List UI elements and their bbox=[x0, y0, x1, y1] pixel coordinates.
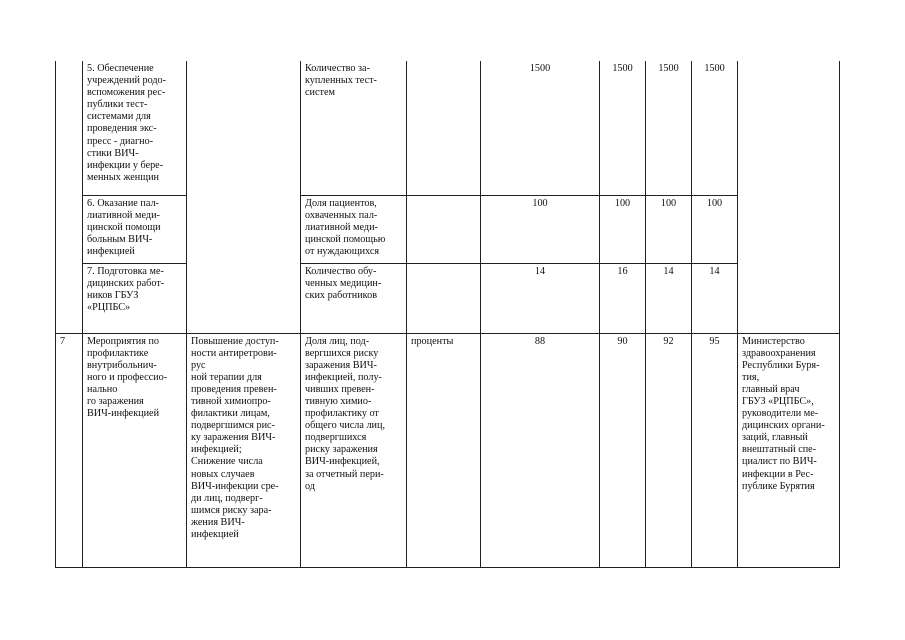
indicator-cell: Доля пациентов, охваченных пал- лиативной меди- цинской помощью от нуждающихся bbox=[301, 195, 407, 263]
value-cell: 1500 bbox=[481, 61, 600, 195]
value-cell: 16 bbox=[600, 263, 646, 333]
table-row bbox=[56, 333, 840, 567]
indicator-cell: Количество обу- ченных медицин- ских работников bbox=[301, 263, 407, 333]
indicator-cell: Количество за- купленных тест- систем bbox=[301, 61, 407, 195]
value-cell: 95 bbox=[692, 333, 738, 567]
number-cell bbox=[56, 263, 83, 333]
value-cell: 1500 bbox=[646, 61, 692, 195]
value-cell: 1500 bbox=[600, 61, 646, 195]
value-cell: 100 bbox=[692, 195, 738, 263]
result-cell: Повышение доступ- ности антиретрови- рус ной терапии для проведения превен- тивной химиопро- филактики лицам, подвергшимся рис- ку заражения ВИЧ- инфекцией; Снижение числа новых случаев ВИЧ-инфекции сре- ди лиц, подверг- шимся риску зара- жения ВИЧ- инфекцией bbox=[187, 333, 301, 567]
table-row bbox=[56, 195, 840, 263]
value-cell: 90 bbox=[600, 333, 646, 567]
result-cell bbox=[187, 263, 301, 333]
value-cell: 100 bbox=[481, 195, 600, 263]
row-number: 7 bbox=[56, 333, 83, 567]
action-cell: 7. Подготовка ме- дицинских работ- ников ГБУЗ «РЦПБС» bbox=[83, 263, 187, 333]
result-cell bbox=[187, 61, 301, 195]
measure-cell: Мероприятия по профилактике внутрибольнич- ного и профессио- нально го заражения ВИЧ-инфекцией bbox=[83, 333, 187, 567]
unit-cell bbox=[407, 61, 481, 195]
value-cell: 14 bbox=[646, 263, 692, 333]
number-cell bbox=[56, 61, 83, 195]
result-cell bbox=[187, 195, 301, 263]
table-row bbox=[56, 263, 840, 333]
table-row bbox=[56, 61, 840, 195]
value-cell: 14 bbox=[481, 263, 600, 333]
indicator-cell: Доля лиц, под- вергшихся риску заражения ВИЧ- инфекцией, полу- чивших превен- тивную химио- профилактику от общего числа лиц, подвергшихся риску заражения ВИЧ-инфекцией, за отчетный пери- од bbox=[301, 333, 407, 567]
value-cell: 92 bbox=[646, 333, 692, 567]
value-cell: 88 bbox=[481, 333, 600, 567]
value-cell: 14 bbox=[692, 263, 738, 333]
action-cell: 6. Оказание пал- лиативной меди- цинской помощи больным ВИЧ- инфекцией bbox=[83, 195, 187, 263]
action-cell: 5. Обеспечение учреждений родо- вспоможения рес- публики тест- системами для проведения экс- пресс - диагно- стики ВИЧ- инфекции у бере- менных женщин bbox=[83, 61, 187, 195]
unit-cell bbox=[407, 263, 481, 333]
responsible-cell bbox=[738, 61, 840, 333]
value-cell: 1500 bbox=[692, 61, 738, 195]
program-table bbox=[55, 61, 840, 568]
unit-cell bbox=[407, 195, 481, 263]
responsible-cell: Министерство здравоохранения Республики Буря- тия, главный врач ГБУЗ «РЦПБС», руководители ме- дицинских органи- заций, главный внештатный спе- циалист по ВИЧ- инфекции в Рес- публике Бурятия bbox=[738, 333, 840, 567]
number-cell bbox=[56, 195, 83, 263]
value-cell: 100 bbox=[646, 195, 692, 263]
unit-cell: проценты bbox=[407, 333, 481, 567]
value-cell: 100 bbox=[600, 195, 646, 263]
